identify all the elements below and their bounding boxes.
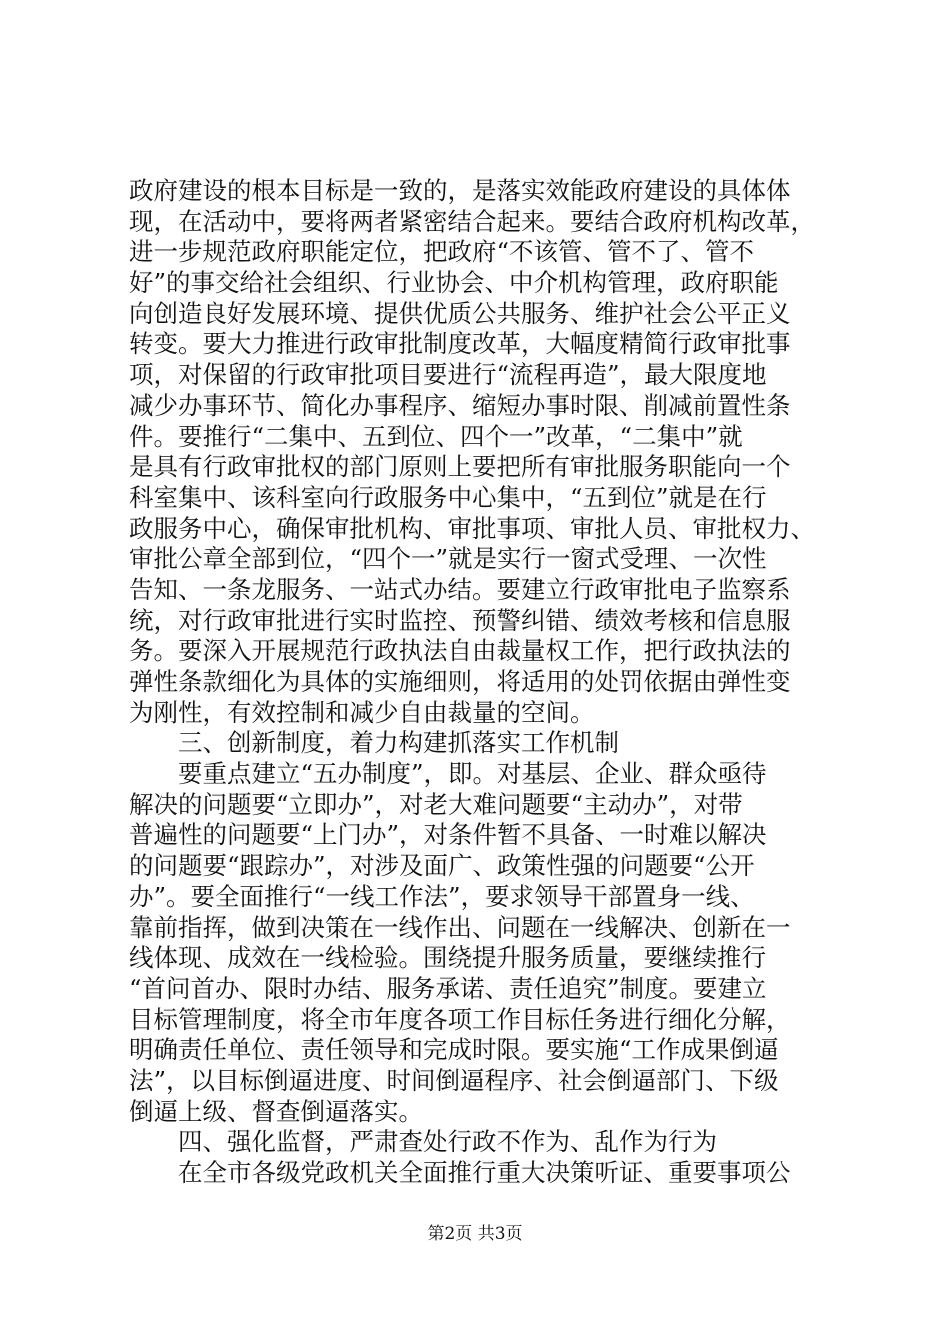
text-line: 现，在活动中，要将两者紧密结合起来。要结合政府机构改革， bbox=[129, 206, 815, 236]
body-text bbox=[129, 176, 829, 1189]
text-line: 是具有行政审批权的部门原则上要把所有审批服务职能向一个 bbox=[129, 452, 791, 482]
text-line: 务。要深入开展规范行政执法自由裁量权工作，把行政执法的 bbox=[129, 636, 791, 666]
text-line: 科室集中、该科室向行政服务中心集中，“五到位”就是在行 bbox=[129, 482, 767, 512]
text-line: 明确责任单位、责任领导和完成时限。要实施“工作成果倒逼 bbox=[129, 1035, 779, 1065]
text-line: 倒逼上级、督查倒逼落实。 bbox=[129, 1096, 423, 1126]
text-line: 减少办事环节、简化办事程序、缩短办事时限、削减前置性条 bbox=[129, 390, 791, 420]
page-footer bbox=[0, 1223, 950, 1245]
section-heading: 四、强化监督，严肃查处行政不作为、乱作为行为 bbox=[129, 1127, 717, 1157]
text-line: 项，对保留的行政审批项目要进行“流程再造”，最大限度地 bbox=[129, 360, 767, 390]
text-line: 目标管理制度，将全市年度各项工作目标任务进行细化分解， bbox=[129, 1004, 791, 1034]
text-line: 件。要推行“二集中、五到位、四个一”改革，“二集中”就 bbox=[129, 421, 743, 451]
text-line: 转变。要大力推进行政审批制度改革，大幅度精简行政审批事 bbox=[129, 329, 791, 359]
text-line: 为刚性，有效控制和减少自由裁量的空间。 bbox=[129, 697, 595, 727]
text-line: 告知、一条龙服务、一站式办结。要建立行政审批电子监察系 bbox=[129, 574, 791, 604]
text-line: 靠前指挥，做到决策在一线作出、问题在一线解决、创新在一 bbox=[129, 912, 791, 942]
text-line: 在全市各级党政机关全面推行重大决策听证、重要事项公 bbox=[129, 1158, 791, 1187]
text-line: 审批公章全部到位，“四个一”就是实行一窗式受理、一次性 bbox=[129, 544, 767, 574]
text-line: 解决的问题要“立即办”，对老大难问题要“主动办”，对带 bbox=[129, 789, 743, 819]
text-line: 的问题要“跟踪办”，对涉及面广、政策性强的问题要“公开 bbox=[129, 851, 755, 881]
text-line: 法”，以目标倒逼进度、时间倒逼程序、社会倒逼部门、下级 bbox=[129, 1065, 779, 1095]
text-line: 弹性条款细化为具体的实施细则，将适用的处罚依据由弹性变 bbox=[129, 667, 791, 696]
text-line: 线体现、成效在一线检验。围绕提升服务质量，要继续推行 bbox=[129, 943, 766, 973]
text-line: 办”。要全面推行“一线工作法”，要求领导干部置身一线、 bbox=[129, 881, 755, 911]
text-line: 普遍性的问题要“上门办”，对条件暂不具备、一时难以解决 bbox=[129, 820, 767, 850]
text-line: 政服务中心，确保审批机构、审批事项、审批人员、审批权力、 bbox=[129, 513, 815, 543]
page-number-label: 第2页 共3页 bbox=[427, 1224, 523, 1244]
text-line: 政府建设的根本目标是一致的，是落实效能政府建设的具体体 bbox=[129, 176, 791, 205]
text-line: 进一步规范政府职能定位，把政府“不该管、管不了、管不 bbox=[129, 237, 755, 267]
text-line: 要重点建立“五办制度”，即。对基层、企业、群众亟待 bbox=[129, 759, 767, 789]
text-line: 向创造良好发展环境、提供优质公共服务、维护社会公平正义 bbox=[129, 298, 791, 328]
section-heading: 三、创新制度，着力构建抓落实工作机制 bbox=[129, 728, 619, 758]
text-line: “首问首办、限时办结、服务承诺、责任追究”制度。要建立 bbox=[129, 973, 767, 1003]
text-line: 统，对行政审批进行实时监控、预警纠错、绩效考核和信息服 bbox=[129, 605, 791, 635]
text-line: 好”的事交给社会组织、行业协会、中介机构管理，政府职能 bbox=[129, 268, 779, 298]
